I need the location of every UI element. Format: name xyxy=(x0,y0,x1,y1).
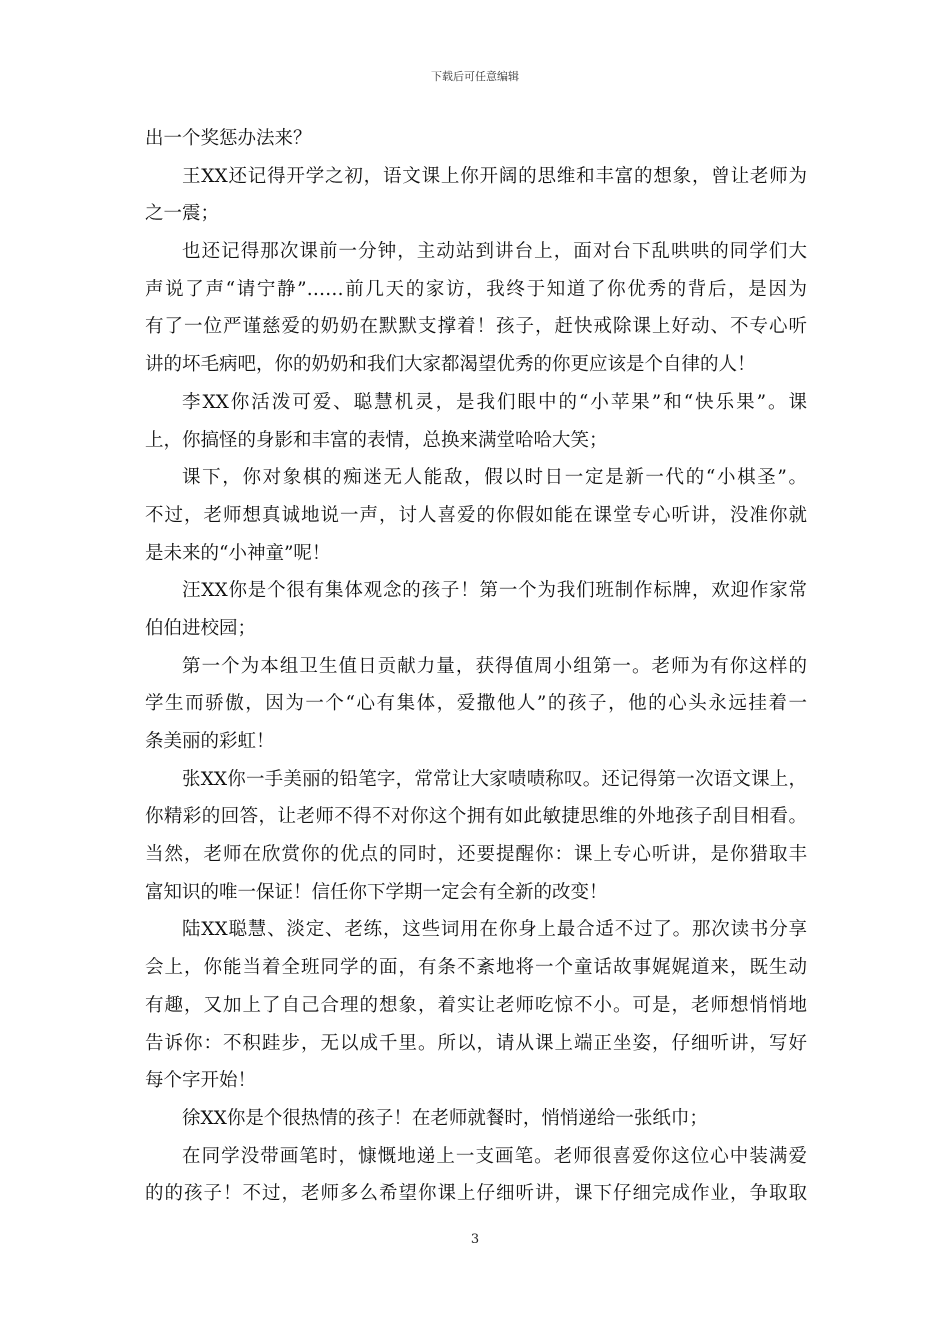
text-line: 在同学没带画笔时，慷慨地递上一支画笔。老师很喜爱你这位心中装满爱 xyxy=(182,1145,807,1167)
text-line: 上，你搞怪的身影和丰富的表情，总换来满堂哈哈大笑； xyxy=(145,429,608,451)
text-line: 有了一位严谨慈爱的奶奶在默默支撑着！孩子，赶快戒除课上好动、不专心听 xyxy=(145,316,807,338)
text-line: 汪XX你是个很有集体观念的孩子！第一个为我们班制作标牌，欢迎作家常 xyxy=(182,580,807,602)
text-line: 会上，你能当着全班同学的面，有条不紊地将一个童话故事娓娓道来，既生动 xyxy=(145,957,807,979)
text-line: 课下，你对象棋的痴迷无人能敌，假以时日一定是新一代的“小棋圣”。 xyxy=(182,467,807,489)
text-line: 也还记得那次课前一分钟，主动站到讲台上，面对台下乱哄哄的同学们大 xyxy=(182,241,807,263)
text-line: 讲的坏毛病吧，你的奶奶和我们大家都渴望优秀的你更应该是个自律的人！ xyxy=(145,354,756,376)
text-line: 之一震； xyxy=(145,203,220,225)
text-line: 声说了声“请宁静”……前几天的家访，我终于知道了你优秀的背后，是因为 xyxy=(145,278,807,300)
text-line: 学生而骄傲，因为一个“心有集体，爱撒他人”的孩子，他的心头永远挂着一 xyxy=(145,693,807,715)
text-line: 富知识的唯一保证！信任你下学期一定会有全新的改变！ xyxy=(145,881,608,903)
text-line: 有趣，又加上了自己合理的想象，着实让老师吃惊不小。可是，老师想悄悄地 xyxy=(145,994,807,1016)
page-header: 下载后可任意编辑 xyxy=(431,70,519,83)
text-line: 是未来的“小神童”呢！ xyxy=(145,542,331,564)
text-line: 告诉你：不积跬步，无以成千里。所以，请从课上端正坐姿，仔细听讲，写好 xyxy=(145,1032,807,1054)
text-line: 你精彩的回答，让老师不得不对你这个拥有如此敏捷思维的外地孩子刮目相看。 xyxy=(145,806,807,828)
page-number: 3 xyxy=(470,1232,480,1247)
document-body xyxy=(145,120,807,1213)
text-line: 当然，老师在欣赏你的优点的同时，还要提醒你：课上专心听讲，是你猎取丰 xyxy=(145,844,807,866)
text-line: 第一个为本组卫生值日贡献力量，获得值周小组第一。老师为有你这样的 xyxy=(182,655,807,677)
text-line: 的的孩子！不过，老师多么希望你课上仔细听讲，课下仔细完成作业，争取取 xyxy=(145,1183,807,1205)
text-line: 伯伯进校园； xyxy=(145,617,257,639)
text-line: 李XX你活泼可爱、聪慧机灵，是我们眼中的“小苹果”和“快乐果”。课 xyxy=(182,391,807,413)
text-line: 出一个奖惩办法来？ xyxy=(145,128,312,149)
text-line: 徐XX你是个很热情的孩子！在老师就餐时，悄悄递给一张纸巾； xyxy=(182,1107,708,1129)
text-line: 王XX还记得开学之初，语文课上你开阔的思维和丰富的想象，曾让老师为 xyxy=(182,165,807,187)
text-line: 不过，老师想真诚地说一声，讨人喜爱的你假如能在课堂专心听讲，没准你就 xyxy=(145,504,807,526)
text-line: 条美丽的彩虹！ xyxy=(145,731,275,752)
text-line: 张XX你一手美丽的铅笔字，常常让大家啧啧称叹。还记得第一次语文课上， xyxy=(182,768,807,790)
text-line: 每个字开始！ xyxy=(145,1070,257,1092)
text-line: 陆XX聪慧、淡定、老练，这些词用在你身上最合适不过了。那次读书分享 xyxy=(182,919,807,941)
